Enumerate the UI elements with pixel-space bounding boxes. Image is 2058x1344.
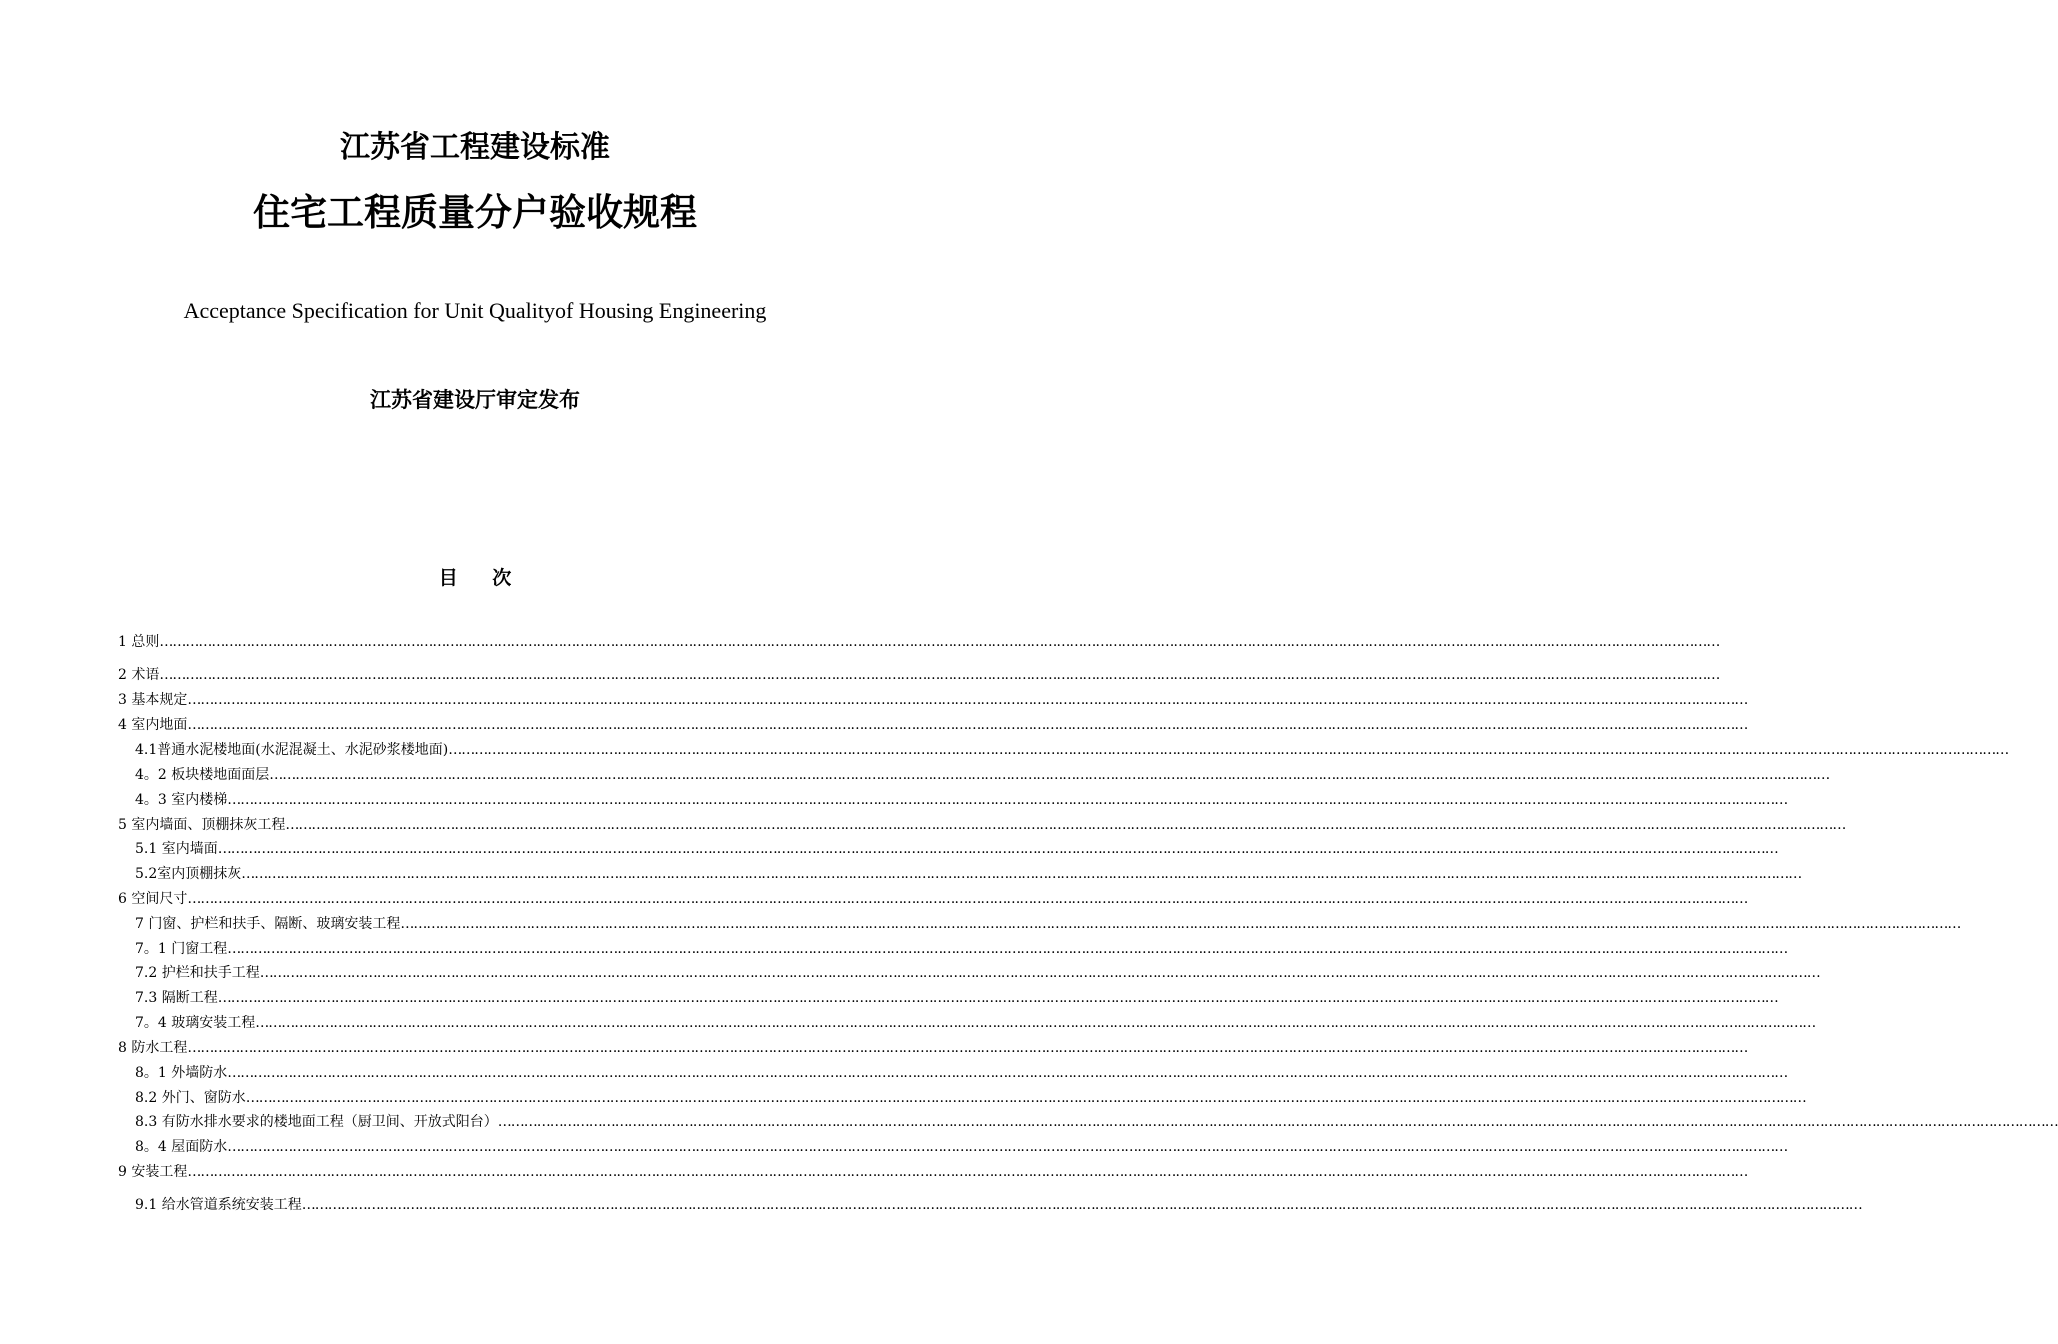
- toc-heading: 目 次: [438, 567, 526, 589]
- toc-entry-label: 4。2 板块楼地面面层: [135, 767, 270, 783]
- toc-leader-dots: ………………………………………………………………………………………………………………………………………………………………………………………………………………………………………………………………………………………………………………………………: [448, 742, 2009, 758]
- toc-entry-label: 9 安装工程: [118, 1164, 188, 1180]
- toc-entry-roof[interactable]: [135, 1136, 1788, 1158]
- toc-entry-exterior-wall[interactable]: [135, 1062, 1788, 1084]
- toc-leader-dots: ………………………………………………………………………………………………………………………………………………………………………………………………………………………………………………………………………………………………………………………………: [301, 1197, 1862, 1213]
- toc-entry-label: 4。3 室内楼梯: [135, 792, 228, 808]
- toc-leader-dots: ………………………………………………………………………………………………………………………………………………………………………………………………………………………………………………………………………………………………………………………………: [187, 1164, 1748, 1180]
- toc-entry-label: 4 室内地面: [118, 717, 188, 733]
- toc-leader-dots: ………………………………………………………………………………………………………………………………………………………………………………………………………………………………………………………………………………………………………………………………: [187, 891, 1748, 907]
- toc-entry-label: 2 术语: [118, 667, 160, 683]
- toc-entry-water-supply[interactable]: [135, 1194, 1862, 1216]
- toc-entry-label: 6 空间尺寸: [118, 891, 188, 907]
- toc-entry-doors-windows[interactable]: [135, 913, 1961, 935]
- toc-entry-glass[interactable]: [135, 1012, 1816, 1034]
- standard-name: 江苏省工程建设标准: [340, 130, 610, 165]
- toc-leader-dots: ………………………………………………………………………………………………………………………………………………………………………………………………………………………………………………………………………………………………………………………………: [217, 990, 1778, 1006]
- english-title: Acceptance Specification for Unit Qualityof Housing Engineering: [183, 298, 767, 323]
- toc-entry-installation[interactable]: [118, 1161, 1748, 1183]
- toc-entry-plastering[interactable]: [118, 814, 1846, 836]
- toc-entry-wet-floor[interactable]: [135, 1111, 2058, 1133]
- toc-entry-ceiling[interactable]: [135, 863, 1802, 885]
- toc-leader-dots: ………………………………………………………………………………………………………………………………………………………………………………………………………………………………………………………………………………………………………………………………: [245, 1090, 1806, 1106]
- toc-leader-dots: ………………………………………………………………………………………………………………………………………………………………………………………………………………………………………………………………………………………………………………………………: [227, 1139, 1788, 1155]
- toc-leader-dots: ………………………………………………………………………………………………………………………………………………………………………………………………………………………………………………………………………………………………………………………………: [187, 717, 1748, 733]
- toc-entry-partitions[interactable]: [135, 987, 1778, 1009]
- toc-entry-indoor-stairs[interactable]: [135, 789, 1788, 811]
- toc-entry-label: 5 室内墙面、顶棚抹灰工程: [118, 817, 286, 833]
- toc-leader-dots: ………………………………………………………………………………………………………………………………………………………………………………………………………………………………………………………………………………………………………………………………: [241, 866, 1802, 882]
- toc-leader-dots: ………………………………………………………………………………………………………………………………………………………………………………………………………………………………………………………………………………………………………………………………: [269, 767, 1830, 783]
- toc-entry-label: 7.2 护栏和扶手工程: [135, 965, 260, 981]
- toc-leader-dots: ………………………………………………………………………………………………………………………………………………………………………………………………………………………………………………………………………………………………………………………………: [259, 965, 1820, 981]
- toc-entry-basic-rules[interactable]: [118, 689, 1748, 711]
- document-title: 住宅工程质量分户验收规程: [253, 191, 697, 234]
- toc-entry-railings[interactable]: [135, 962, 1820, 984]
- toc-entry-label: 8.2 外门、窗防水: [135, 1090, 246, 1106]
- toc-entry-block-floor[interactable]: [135, 764, 1830, 786]
- toc-entry-cement-floor[interactable]: [135, 739, 2009, 761]
- toc-entry-label: 7 门窗、护栏和扶手、隔断、玻璃安装工程: [135, 916, 401, 932]
- toc-leader-dots: ………………………………………………………………………………………………………………………………………………………………………………………………………………………………………………………………………………………………………………………………: [285, 817, 1846, 833]
- toc-entry-indoor-wall[interactable]: [135, 838, 1778, 860]
- toc-leader-dots: ………………………………………………………………………………………………………………………………………………………………………………………………………………………………………………………………………………………………………………………………: [227, 792, 1788, 808]
- toc-leader-dots: ………………………………………………………………………………………………………………………………………………………………………………………………………………………………………………………………………………………………………………………………: [227, 1065, 1788, 1081]
- toc-entry-label: 4.1普通水泥楼地面(水泥混凝土、水泥砂浆楼地面): [135, 742, 449, 758]
- publisher: 江苏省建设厅审定发布: [370, 388, 580, 412]
- toc-entry-label: 7.3 隔断工程: [135, 990, 218, 1006]
- toc-leader-dots: ………………………………………………………………………………………………………………………………………………………………………………………………………………………………………………………………………………………………………………………………: [255, 1015, 1816, 1031]
- toc-entry-label: 3 基本规定: [118, 692, 188, 708]
- toc-leader-dots: ………………………………………………………………………………………………………………………………………………………………………………………………………………………………………………………………………………………………………………………………: [159, 667, 1720, 683]
- toc-entry-label: 8.3 有防水排水要求的楼地面工程（厨卫间、开放式阳台）: [135, 1114, 498, 1130]
- toc-leader-dots: ………………………………………………………………………………………………………………………………………………………………………………………………………………………………………………………………………………………………………………………………: [187, 692, 1748, 708]
- toc-leader-dots: ………………………………………………………………………………………………………………………………………………………………………………………………………………………………………………………………………………………………………………………………: [217, 841, 1778, 857]
- toc-leader-dots: ………………………………………………………………………………………………………………………………………………………………………………………………………………………………………………………………………………………………………………………………: [187, 1040, 1748, 1056]
- toc-leader-dots: ………………………………………………………………………………………………………………………………………………………………………………………………………………………………………………………………………………………………………………………………: [227, 941, 1788, 957]
- toc-leader-dots: ………………………………………………………………………………………………………………………………………………………………………………………………………………………………………………………………………………………………………………………………: [159, 634, 1720, 650]
- toc-entry-label: 8 防水工程: [118, 1040, 188, 1056]
- toc-entry-label: 1 总则: [118, 634, 160, 650]
- toc-entry-label: 8。4 屋面防水: [135, 1139, 228, 1155]
- toc-entry-label: 7。4 玻璃安装工程: [135, 1015, 256, 1031]
- toc-entry-indoor-floor[interactable]: [118, 714, 1748, 736]
- toc-entry-label: 7。1 门窗工程: [135, 941, 228, 957]
- toc-entry-door-window-works[interactable]: [135, 938, 1788, 960]
- toc-entry-label: 5.1 室内墙面: [135, 841, 218, 857]
- toc-entry-space-size[interactable]: [118, 888, 1748, 910]
- toc-entry-terms[interactable]: [118, 664, 1720, 686]
- toc-entry-label: 8。1 外墙防水: [135, 1065, 228, 1081]
- toc-entry-label: 9.1 给水管道系统安装工程: [135, 1197, 302, 1213]
- toc-entry-label: 5.2室内顶棚抹灰: [135, 866, 242, 882]
- toc-leader-dots: ………………………………………………………………………………………………………………………………………………………………………………………………………………………………………………………………………………………………………………………………: [400, 916, 1961, 932]
- toc-entry-exterior-doors[interactable]: [135, 1087, 1806, 1109]
- toc-entry-waterproofing[interactable]: [118, 1037, 1748, 1059]
- toc-leader-dots: ………………………………………………………………………………………………………………………………………………………………………………………………………………………………………………………………………………………………………………………………: [497, 1114, 2058, 1130]
- toc-entry-general[interactable]: [118, 631, 1720, 653]
